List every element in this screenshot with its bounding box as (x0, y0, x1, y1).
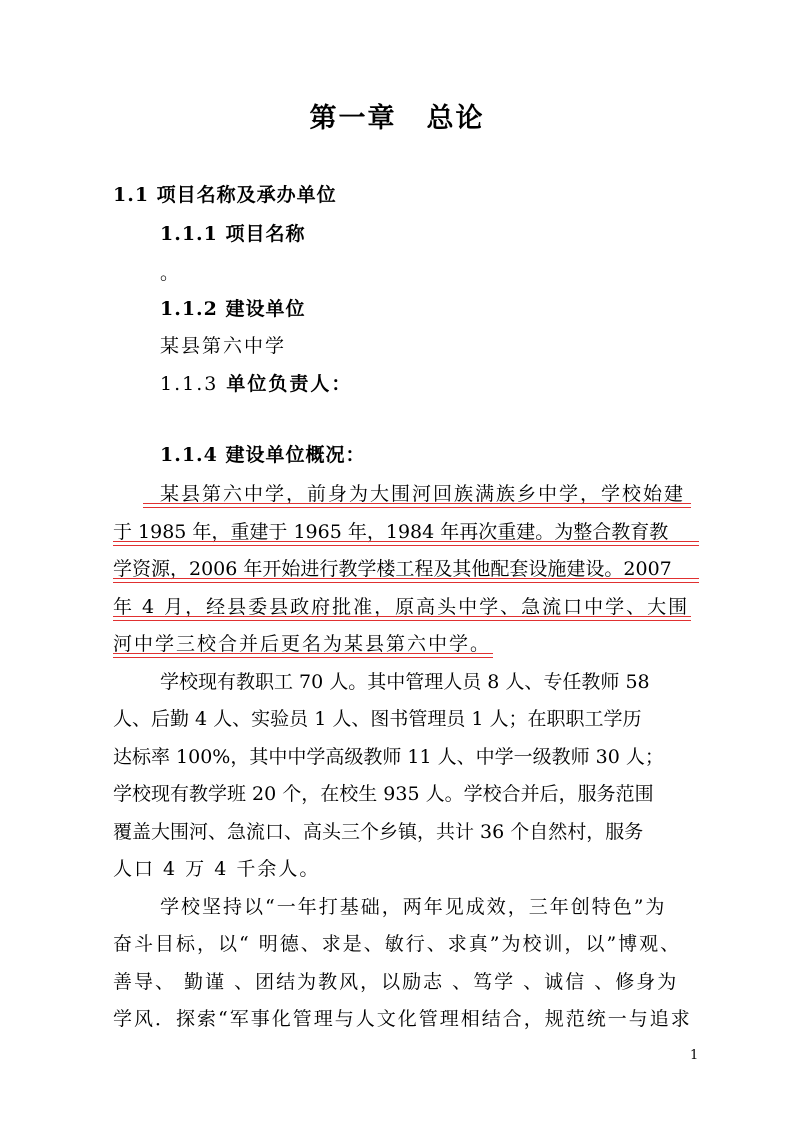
para1-line: 于 1985 年，重建于 1965 年，1984 年再次重建。为整合教育教 (113, 521, 669, 543)
subheading-1-1-1: 1.1.1 项目名称 (160, 223, 306, 245)
red-underline (113, 616, 691, 621)
page-number: 1 (690, 1048, 699, 1063)
para2-line: 人、后勤 4 人、实验员 1 人、图书管理员 1 人；在职职工学历 (113, 708, 642, 730)
para3-line: 奋斗目标，以“ 明德、求是、敏行、求真”为校训，以”博观、 (113, 933, 682, 955)
construction-unit-body: 某县第六中学 (160, 335, 287, 357)
para1-line: 某县第六中学，前身为大围河回族满族乡中学，学校始建 (160, 483, 686, 505)
chapter-title-number: 第一章 (309, 103, 397, 134)
para2-line: 学校现有教学班 20 个，在校生 935 人。学校合并后，服务范围 (113, 783, 654, 805)
red-underline (113, 541, 699, 546)
para2-line: 人口 4 万 4 千余人。 (113, 858, 321, 880)
chapter-title (0, 96, 794, 135)
para1-line: 学资源，2006 年开始进行教学楼工程及其他配套设施建设。2007 (113, 558, 672, 580)
red-underline (113, 578, 699, 583)
para1-line: 河中学三校合并后更名为某县第六中学。 (113, 633, 492, 655)
para1-line: 年 4 月，经县委县政府批准，原高头中学、急流口中学、大围 (113, 596, 690, 618)
chapter-title-text: 总论 (426, 103, 485, 134)
section-heading-1-1: 1.1 项目名称及承办单位 (113, 184, 337, 206)
red-underline (113, 653, 493, 658)
para3-line: 善导、 勤谨 、团结为教风，以励志 、笃学 、诚信 、修身为 (113, 971, 679, 993)
subheading-1-1-4: 1.1.4 建设单位概况： (160, 444, 366, 466)
subheading-1-1-3-label: 单位负责人： (226, 373, 353, 395)
red-underline (143, 503, 691, 508)
para3-line: 学风．探索“军事化管理与人文化管理相结合，规范统一与追求 (113, 1008, 692, 1030)
subheading-1-1-3-number: 1.1.3 (160, 373, 219, 395)
para2-line: 覆盖大围河、急流口、高头三个乡镇，共计 36 个自然村，服务 (113, 821, 644, 843)
subheading-1-1-2: 1.1.2 建设单位 (160, 298, 306, 320)
para2-line: 达标率 100%，其中中学高级教师 11 人、中学一级教师 30 人； (113, 746, 664, 768)
para3-line: 学校坚持以“一年打基础，两年见成效，三年创特色”为 (160, 896, 667, 918)
subheading-1-1-3 (160, 369, 352, 396)
project-name-body: 。 (160, 262, 182, 284)
para2-line: 学校现有教职工 70 人。其中管理人员 8 人、专任教师 58 (160, 671, 650, 693)
